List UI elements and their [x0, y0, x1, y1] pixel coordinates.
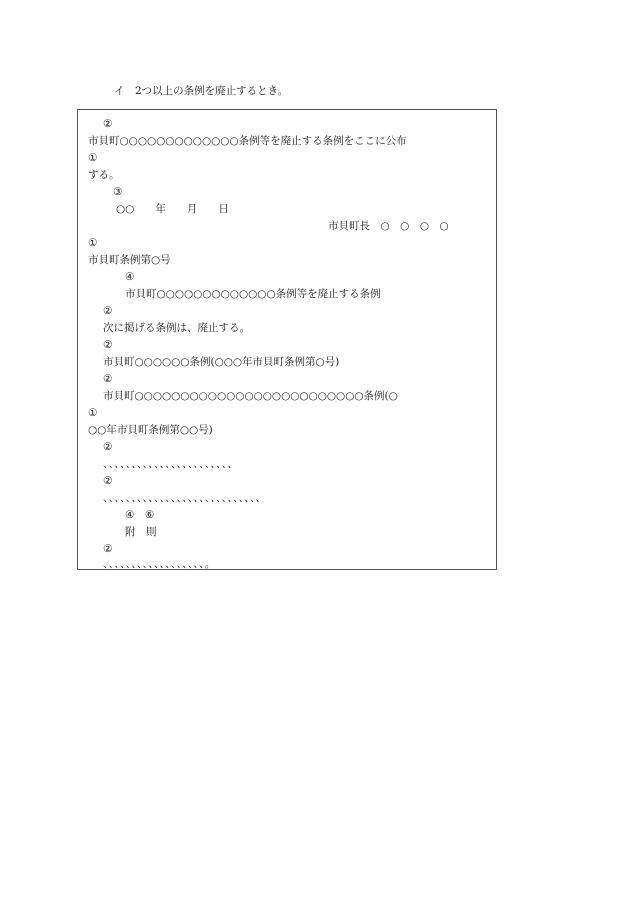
circled-marker: ② [103, 441, 113, 453]
mayor-signature-line: 市貝町長 ○ ○ ○ ○ [328, 220, 449, 232]
promulgation-line: 市貝町○○○○○○○○○○○○○条例等を廃止する条例をここに公布 [88, 135, 407, 147]
circled-marker: ② [103, 475, 113, 487]
supplementary-provisions-heading: 附 則 [125, 526, 157, 538]
circled-marker: ② [103, 373, 113, 385]
date-line: ○○ 年 月 日 [116, 203, 229, 215]
circled-marker: ④ [125, 271, 135, 283]
placeholder-marks: 、、、、、、、、、、、、、、、、、、、、、、、、、、、、 [103, 492, 267, 504]
repealed-ordinance-item: 市貝町○○○○○○○○○○○○○○○○○○○○○○○○○条例(○ [103, 390, 398, 402]
promulgation-line-end: する。 [88, 169, 120, 181]
ordinance-title: 市貝町○○○○○○○○○○○○○条例等を廃止する条例 [125, 288, 381, 300]
placeholder-marks: 、、、、、、、、、、、、、、、、、、。 [103, 558, 216, 570]
circled-marker: ③ [113, 186, 123, 198]
circled-marker: ① [88, 407, 98, 419]
circled-marker: ② [103, 305, 113, 317]
section-heading: イ 2つ以上の条例を廃止するとき。 [114, 85, 289, 97]
circled-marker: ② [103, 339, 113, 351]
placeholder-marks: 、、、、、、、、、、、、、、、、、、、、、、、 [103, 458, 239, 470]
circled-marker: ② [103, 543, 113, 555]
circled-marker: ④ ⑥ [125, 509, 155, 521]
circled-marker: ① [88, 237, 98, 249]
body-text: 次に掲げる条例は、廃止する。 [103, 322, 250, 334]
repealed-ordinance-item: 市貝町○○○○○○条例(○○○年市貝町条例第○号) [103, 356, 340, 368]
circled-marker: ② [103, 118, 113, 130]
ordinance-number: 市貝町条例第○号 [88, 254, 171, 266]
circled-marker: ① [88, 152, 98, 164]
repealed-ordinance-item-end: ○○年市貝町条例第○○号) [88, 424, 213, 436]
